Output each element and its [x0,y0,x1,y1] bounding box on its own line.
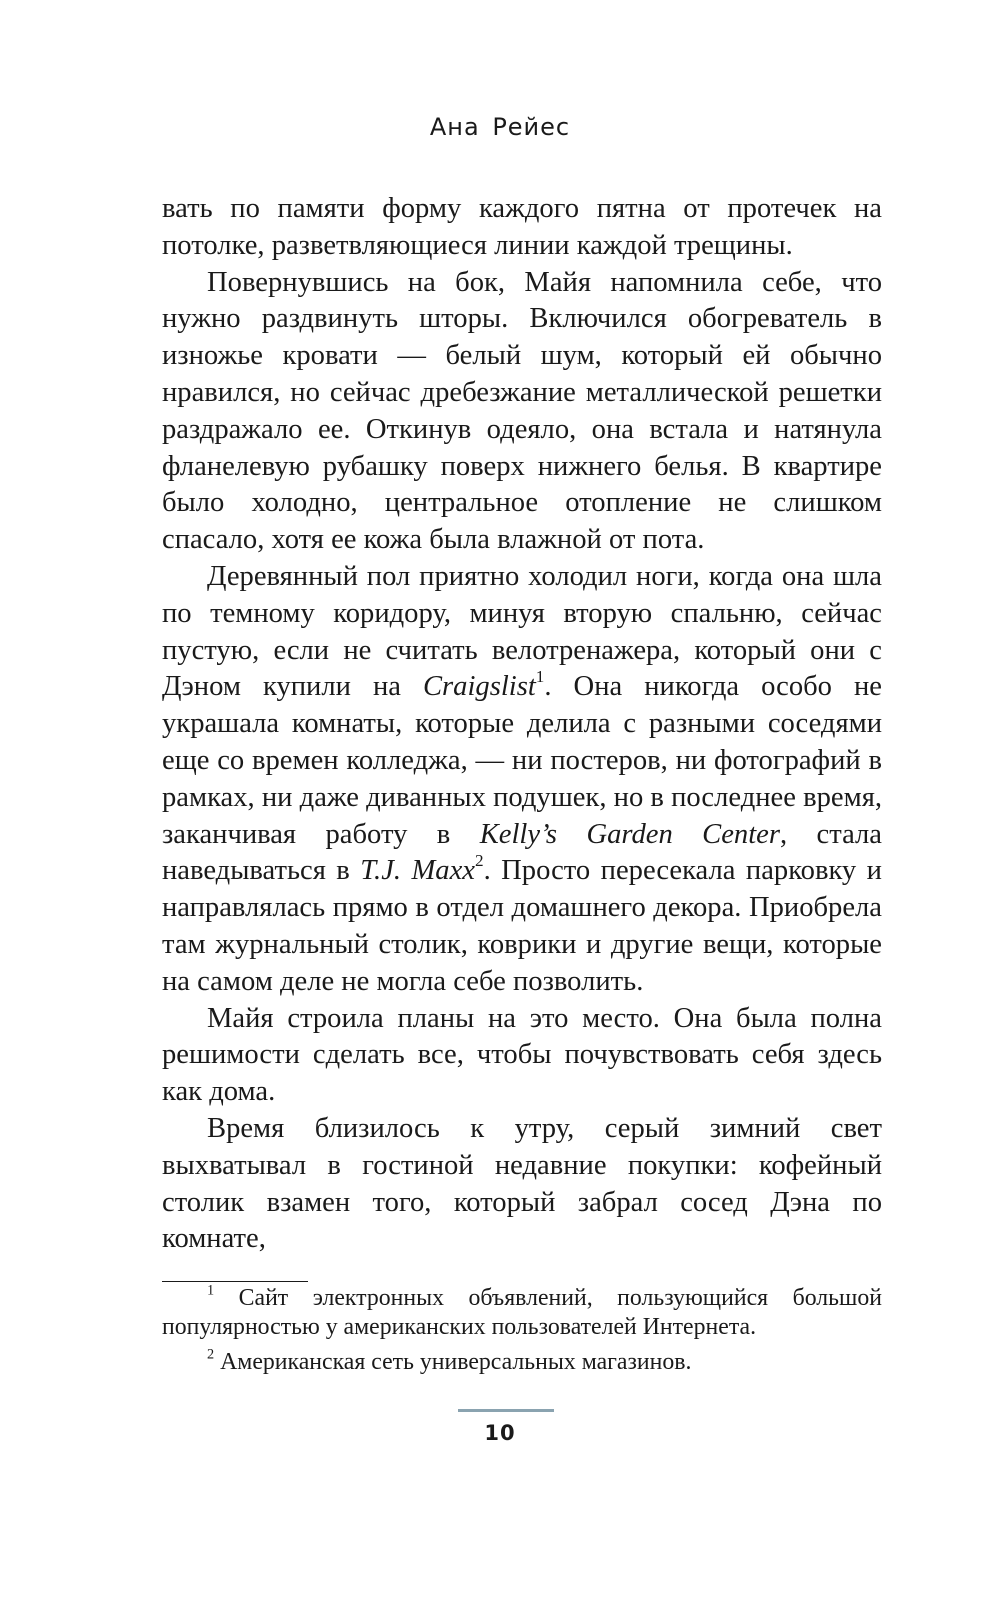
body-text [162,191,882,1258]
paragraph-1: вать по памяти форму каждого пятна от протечек на потолке, разветвляющиеся линии каждой трещины. [162,193,882,261]
footnote-1-mark: 1 [207,1282,215,1299]
paragraph-3-part-d: . Просто пересекала парковку и направлялась прямо в отдел домашнего декора. Приобрела там журнальный столик, коврики и другие вещи, которые на самом деле не могла себе позволить. [162,855,882,997]
craigslist-name: Craigslist [422,671,536,703]
footnote-2-text: Американская сеть универсальных магазинов. [214,1349,692,1375]
footnote-separator [162,1281,308,1282]
paragraph-3-part-c: , стала наведываться в [162,818,882,887]
kellys-name: Kelly’s Garden Center [479,818,780,850]
page-number: 10 [484,1421,516,1445]
page-number-rule [458,1409,554,1412]
paragraph-4: Майя строила планы на это место. Она была полна решимости сделать все, чтобы почувствовать себя здесь как дома. [162,1002,882,1108]
footnote-ref-1: 1 [535,667,545,687]
running-head: Ана Рейес [429,113,571,141]
footnote-1-text: Сайт электронных объявлений, пользующийся большой популярностью у американских пользователей Интернета. [162,1285,882,1340]
footnote-2 [162,1348,882,1377]
footnote-2-mark: 2 [207,1346,215,1363]
footnote-1 [162,1284,882,1342]
paragraph-3-part-a: Деревянный пол приятно холодил ноги, когда она шла по темному коридору, минуя вторую спальню, сейчас пустую, если не считать велотренажера, который они с Дэном купили на [162,560,882,703]
footnote-ref-2: 2 [474,851,484,871]
tjmaxx-name: T.J. Maxx [360,855,475,887]
paragraph-5: Время близилось к утру, серый зимний свет выхватывал в гостиной недавние покупки: кофейный столик взамен того, который забрал сосед Дэна по комнате, [162,1112,882,1255]
paragraph-3-part-b: . Она никогда особо не украшала комнаты, которые делила с разными соседями еще со времен колледжа, — ни постеров, ни фотографий в рамках, ни даже диванных подушек, но в последнее время, заканчивая работу в [162,671,882,850]
paragraph-2: Повернувшись на бок, Майя напомнила себе, что нужно раздвинуть шторы. Включился обогреватель в изножье кровати — белый шум, который ей обычно нравился, но сейчас дребезжание металлической решетки раздражало ее. Откинув одеяло, она встала и натянула фланелевую рубашку поверх нижнего белья. В квартире было холодно, центральное отопление не слишком спасало, хотя ее кожа была влажной от пота. [162,266,882,556]
footnotes [162,1284,882,1383]
paragraph-3 [162,559,882,1001]
